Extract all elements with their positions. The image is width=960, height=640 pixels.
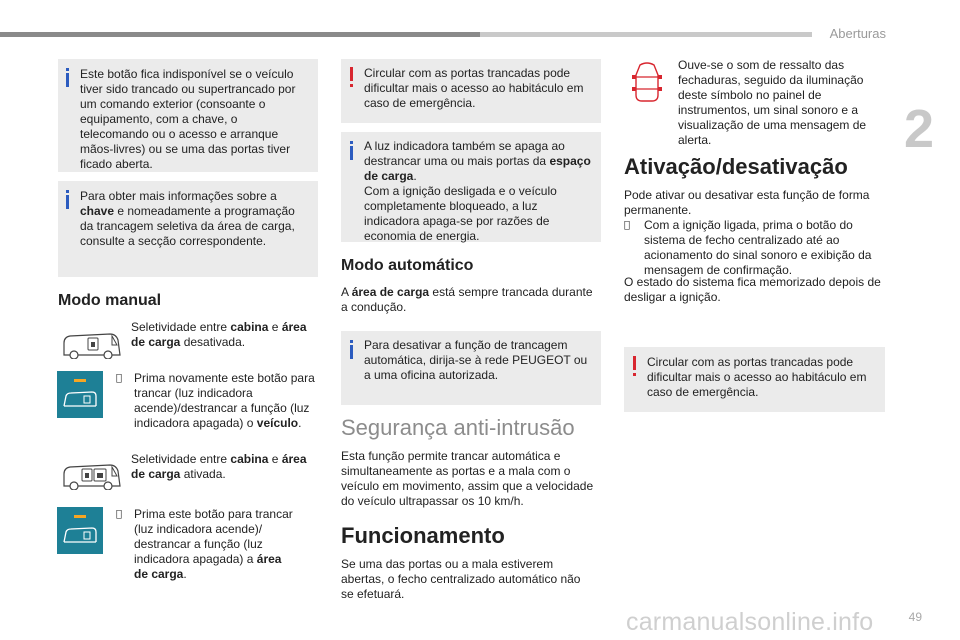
- operation-heading: Funcionamento: [341, 523, 505, 548]
- header-rule: [0, 32, 480, 37]
- info-note-text: Este botão fica indisponível se o veículo tiver sido trancado ou supertrancado por um comando exterior (consoante o equipamento, com a chave, o telecomando ou o acesso e arranque mãos-livres) ou se uma das portas tiver ficado aberta.: [80, 67, 296, 171]
- activation-step: Com a ignição ligada, prima o botão do sistema de fecho centralizado até ao acionamento do sinal sonoro e exibição da mensagem de confirmação.: [644, 218, 872, 277]
- automatic-mode-heading: Modo automático: [341, 257, 474, 274]
- warning-icon: [350, 67, 353, 81]
- manual-mode-heading: Modo manual: [58, 292, 162, 309]
- activation-heading: Ativação/desativação: [624, 154, 848, 179]
- indicator-light: [74, 379, 86, 382]
- lock-button-cargo[interactable]: [57, 507, 103, 554]
- info-note-unavailable: [58, 59, 318, 172]
- chapter-number: 2: [904, 99, 935, 159]
- step-vehicle-text: Prima novamente este botão para trancar (luz indicadora acende)/destrancar a função (luz indicadora apagada) o veículo.: [134, 371, 315, 430]
- warning-note-emergency-2: [624, 347, 885, 412]
- operation-text: Se uma das portas ou a mala estiverem abertas, o fecho centralizado automático não se efetuará.: [341, 557, 581, 601]
- info-icon: [66, 195, 69, 209]
- warning-note-emergency: [341, 59, 601, 123]
- van-outline-icon: [62, 388, 98, 410]
- info-note-deactivate: [341, 331, 601, 405]
- info-note-indicator: [341, 132, 601, 242]
- section-title: Aberturas: [829, 26, 886, 41]
- lock-button-vehicle[interactable]: [57, 371, 103, 418]
- automatic-mode-text: A área de carga está sempre trancada durante a condução.: [341, 285, 593, 314]
- van-outline-icon: [62, 524, 98, 546]
- warning-note-text: Circular com as portas trancadas pode dificultar mais o acesso ao habitáculo em caso de emergência.: [647, 355, 867, 399]
- info-icon: [350, 146, 353, 160]
- info-icon: [350, 345, 353, 359]
- activation-intro: Pode ativar ou desativar esta função de forma permanente.: [624, 188, 870, 217]
- watermark: carmanualsonline.info: [626, 608, 874, 636]
- door-lock-warning-icon: [632, 61, 662, 103]
- info-note-key: [58, 181, 318, 277]
- step-cargo-text: Prima este botão para trancar (luz indicadora acende)/ destrancar a função (luz indicadora apagada) a área de carga.: [134, 507, 293, 581]
- van-cabin-icon: [60, 331, 122, 359]
- header-rule-light: [480, 32, 812, 37]
- security-text: Esta função permite trancar automática e simultaneamente as portas e a mala com o veículo em movimento, assim que a velocidade do veículo ultrapassar os 10 km/h.: [341, 449, 594, 508]
- selectivity-disabled-text: Seletividade entre cabina e área de carga desativada.: [131, 320, 307, 349]
- van-cargo-icon: [60, 462, 122, 490]
- security-heading: Segurança anti-intrusão: [341, 415, 575, 440]
- info-note-text: A luz indicadora também se apaga ao destrancar uma ou mais portas da espaço de carga. Com a ignição desligada e o veículo completamente bloqueado, a luz indicadora apaga-se por razões de economia de energia.: [364, 139, 591, 243]
- info-icon: [66, 73, 69, 87]
- info-note-text: Para obter mais informações sobre a chave e nomeadamente a programação da trancagem seletiva da área de carga, consulte a secção correspondente.: [80, 189, 295, 248]
- memorized-state-text: O estado do sistema fica memorizado depois de desligar a ignição.: [624, 275, 881, 304]
- warning-icon: [633, 356, 636, 370]
- page-number: 49: [908, 610, 922, 624]
- warning-note-text: Circular com as portas trancadas pode dificultar mais o acesso ao habitáculo em caso de emergência.: [364, 66, 584, 110]
- selectivity-enabled-text: Seletividade entre cabina e área de carga ativada.: [131, 452, 307, 481]
- info-note-text: Para desativar a função de trancagem automática, dirija-se à rede PEUGEOT ou a uma oficina autorizada.: [364, 338, 588, 382]
- sound-signal-text: Ouve-se o som de ressalto das fechaduras, seguido da iluminação deste símbolo no painel de instrumentos, um sinal sonoro e a visualização de uma mensagem de alerta.: [678, 58, 867, 147]
- indicator-light: [74, 515, 86, 518]
